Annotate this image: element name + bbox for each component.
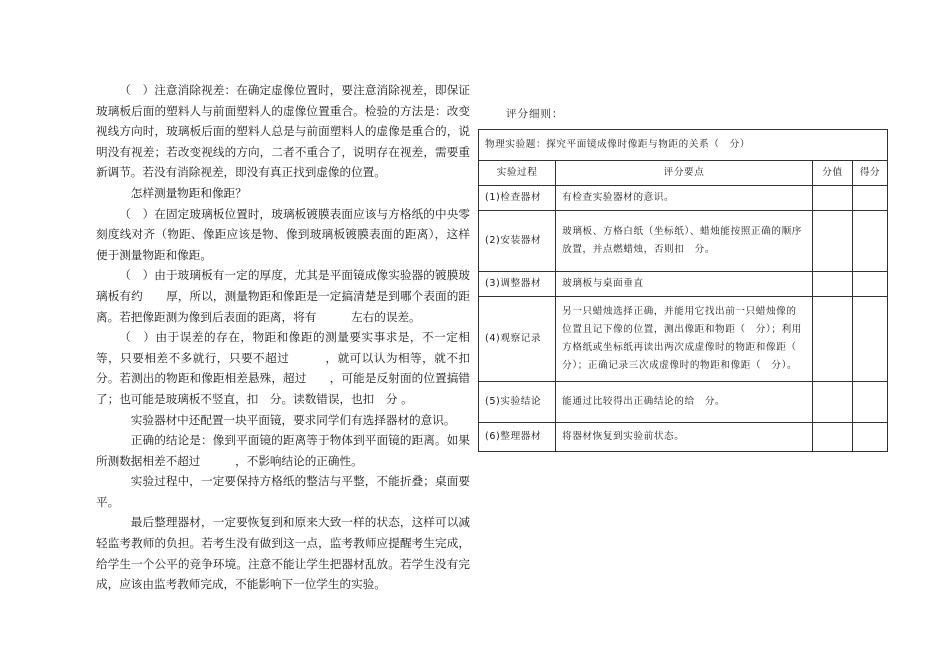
cell-value [812,272,852,297]
table-row [479,272,888,297]
table-header-row [479,161,888,186]
cell-point: 能通过比较得出正确结论的给 分。 [556,382,813,423]
cell-value [812,211,852,272]
cell-value [812,382,852,423]
paragraph-conclusion: 正确的结论是：像到平面镜的距离等于物体到平面镜的距离。如果所测数据相差不超过 ，不影响结论的正确性。 [96,433,470,468]
scoring-section [478,106,888,452]
cell-step: (6)整理器材 [479,423,556,452]
cell-step: (2)安装器材 [479,211,556,272]
table-row [479,211,888,272]
header-value: 分值 [812,161,852,186]
cell-point: 另一只蜡烛选择正确，并能用它找出前一只蜡烛像的位置且记下像的位置，测出像距和物距（ 分）；利用方格纸或坐标纸再读出两次成虚像时的物距和像距（ 分）；正确记录三次成虚像时的物距和像距（ 分）。 [556,297,813,382]
cell-point: 玻璃板、方格白纸（坐标纸）、蜡烛能按照正确的顺序放置，并点燃蜡烛，否则扣 分。 [556,211,813,272]
cell-value [812,423,852,452]
table-row [479,382,888,423]
paragraph-grid-paper: 实验过程中，一定要保持方格纸的整洁与平整，不能折叠；桌面要平。 [96,474,470,509]
cell-step: (5)实验结论 [479,382,556,423]
paragraph-tidy-up: 最后整理器材，一定要恢复到和原来大致一样的状态，这样可以减轻监考教师的负担。若考生没有做到这一点，监考教师应提醒考生完成，给学生一个公平的竞争环境。注意不能让学生把器材乱放。若学生没有完成，应该由监考教师完成，不能影响下一位学生的实验。 [96,515,470,592]
cell-score [853,382,888,423]
table-title-row [479,130,888,161]
cell-score [853,211,888,272]
cell-step: (3)调整器材 [479,272,556,297]
cell-point: 将器材恢复到实验前状态。 [556,423,813,452]
heading-measure-distance: 怎样测量物距和像距？ [130,185,247,200]
cell-point: 玻璃板与桌面垂直 [556,272,813,297]
cell-score [853,186,888,211]
paragraph-fix-glass: （ ）在固定玻璃板位置时，玻璃板镀膜表面应该与方格纸的中央零刻度线对齐（物距、像距应该是物、像到玻璃板镀膜表面的距离），这样便于测量物距和像距。 [96,206,470,262]
cell-score [853,297,888,382]
header-point: 评分要点 [556,161,813,186]
header-step: 实验过程 [479,161,556,186]
cell-value [812,297,852,382]
table-row [479,186,888,211]
cell-step: (4)观察记录 [479,297,556,382]
scoring-caption: 评分细则： [506,108,564,120]
table-row [479,423,888,452]
table-title: 物理实验题：探究平面镜成像时像距与物距的关系（ 分） [479,130,888,161]
header-score: 得分 [853,161,888,186]
cell-point: 有检查实验器材的意识。 [556,186,813,211]
paragraph-measurement-error: （ ）由于误差的存在，物距和像距的测量要实事求是，不一定相等，只要相差不多就行，只要不超过 ，就可以认为相等，就不扣分。若测出的物距和像距相差悬殊，超过 ，可能是反射面的位置搞错了；也可能是玻璃板不竖直，扣 分。读数错误，也扣 分 。 [96,330,470,406]
paragraph-glass-thickness: （ ）由于玻璃板有一定的厚度，尤其是平面镜成像实验器的镀膜玻璃板有约 厚，所以，测量物距和像距是一定搞清楚是到哪个表面的距离。若把像距测为像到后表面的距离，将有 左右的误差。 [96,268,470,324]
cell-step: (1)检查器材 [479,186,556,211]
table-row [479,297,888,382]
cell-score [853,272,888,297]
paragraph-eliminate-parallax: （ ）注意消除视差：在确定虚像位置时，要注意消除视差，即保证玻璃板后面的塑料人与前面塑料人的虚像位置重合。检验的方法是：改变视线方向时，玻璃板后面的塑料人总是与前面塑料人的虚像是重合的，说明没有视差；若改变视线的方向，二者不重合了，说明存在视差，需要重新调节。若没有消除视差，即没有真正找到虚像的位置。 [96,83,470,180]
cell-score [853,423,888,452]
scoring-table [478,129,888,452]
guidance-text [96,80,470,595]
paragraph-plane-mirror: 实验器材中还配置一块平面镜，要求同学们有选择器材的意识。 [130,412,456,427]
cell-value [812,186,852,211]
